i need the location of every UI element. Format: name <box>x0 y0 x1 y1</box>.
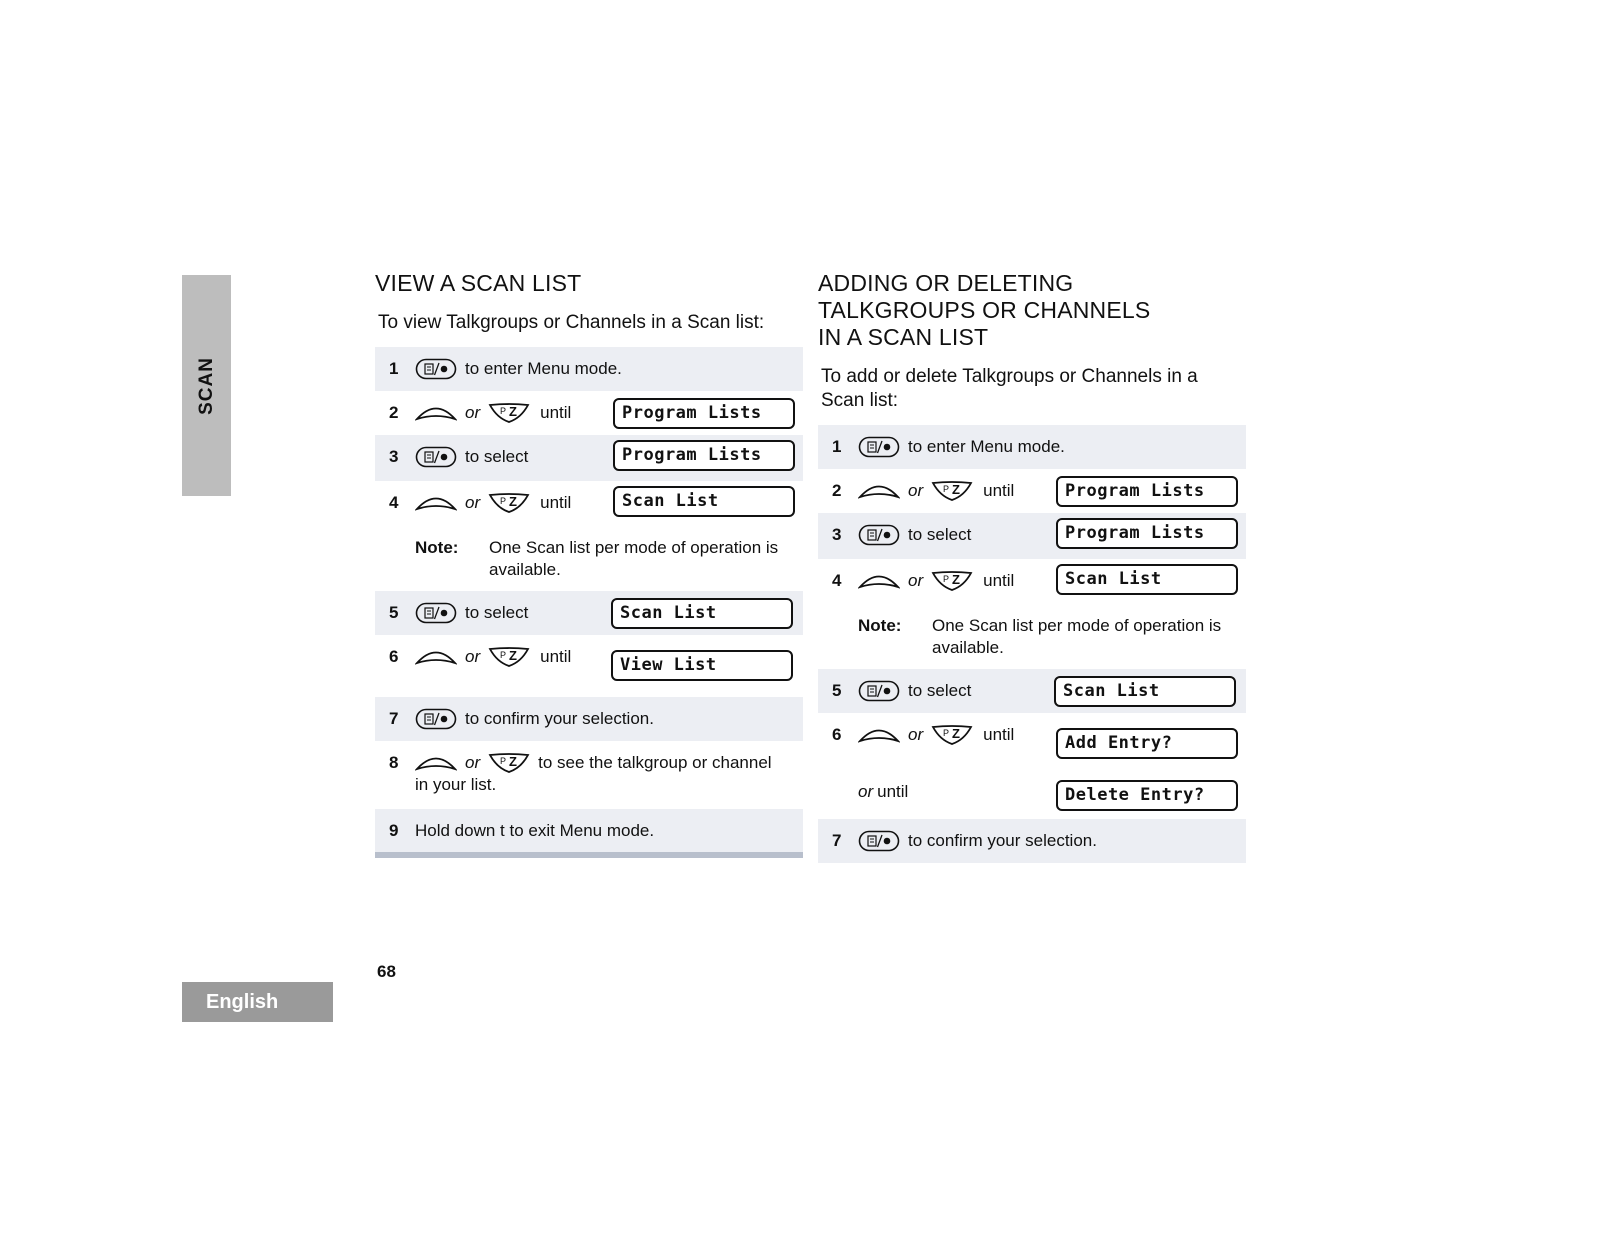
step-number: 3 <box>389 447 399 466</box>
or-text: or <box>465 493 481 512</box>
step-row <box>818 766 1246 819</box>
step-number: 5 <box>389 603 399 622</box>
menu-select-key-icon <box>415 708 457 730</box>
menu-select-key-icon <box>415 358 457 380</box>
up-arrow-key-icon <box>415 402 457 424</box>
step-text: to select <box>908 681 972 700</box>
step-number: 8 <box>389 753 399 772</box>
section-intro: To view Talkgroups or Channels in a Scan list: <box>378 312 765 333</box>
step-text: to enter Menu mode. <box>908 437 1065 456</box>
section-intro: To add or delete Talkgroups or Channels in a Scan list: <box>821 366 1198 411</box>
or-text: or <box>908 481 924 500</box>
step-text: until <box>540 493 572 512</box>
step-number: 4 <box>832 571 842 590</box>
radio-display: Add Entry? <box>1056 728 1238 759</box>
radio-display: Scan List <box>613 486 795 517</box>
radio-display: View List <box>611 650 793 681</box>
step-text: to select <box>465 603 529 622</box>
radio-display: Program Lists <box>613 440 795 471</box>
step-row <box>818 425 1246 469</box>
radio-display: Program Lists <box>1056 518 1238 549</box>
step-number: 1 <box>389 359 399 378</box>
down-arrow-key-icon <box>488 402 530 424</box>
step-text: to enter Menu mode. <box>465 359 622 378</box>
step-number: 2 <box>389 403 399 422</box>
note <box>818 605 1246 669</box>
step-number: 1 <box>832 437 842 456</box>
page-number: 68 <box>377 962 396 981</box>
view-scan-list-section <box>375 270 803 858</box>
side-section-label: SCAN <box>195 356 217 415</box>
step-number: 9 <box>389 821 399 840</box>
step-row <box>818 559 1246 605</box>
section-heading <box>818 270 1246 351</box>
radio-display: Delete Entry? <box>1056 780 1238 811</box>
up-arrow-key-icon <box>858 724 900 746</box>
step-text: to confirm your selection. <box>908 831 1097 850</box>
down-arrow-key-icon <box>488 752 530 774</box>
step-row <box>375 347 803 391</box>
note-text: One Scan list per mode of operation is available. <box>932 616 1222 657</box>
step-row <box>818 819 1246 863</box>
note <box>375 527 803 591</box>
down-arrow-key-icon <box>931 480 973 502</box>
side-section-tab <box>182 275 231 496</box>
step-row <box>818 469 1246 513</box>
radio-display: Scan List <box>1054 676 1236 707</box>
menu-select-key-icon <box>858 436 900 458</box>
section-heading: VIEW A SCAN LIST <box>375 270 582 296</box>
menu-select-key-icon <box>415 602 457 624</box>
up-arrow-key-icon <box>415 646 457 668</box>
menu-select-key-icon <box>858 524 900 546</box>
up-arrow-key-icon <box>415 492 457 514</box>
note-label: Note: <box>415 538 459 557</box>
step-text: until <box>877 782 909 801</box>
step-row <box>818 513 1246 559</box>
step-text: to select <box>908 525 972 544</box>
radio-display: Program Lists <box>613 398 795 429</box>
heading-line: TALKGROUPS OR CHANNELS <box>818 297 1151 323</box>
heading-line: ADDING OR DELETING <box>818 270 1074 296</box>
radio-display: Program Lists <box>1056 476 1238 507</box>
step-number: 3 <box>832 525 842 544</box>
step-text: until <box>983 571 1015 590</box>
up-arrow-key-icon <box>415 752 457 774</box>
note-text: One Scan list per mode of operation is available. <box>489 538 779 579</box>
down-arrow-key-icon <box>488 646 530 668</box>
step-row <box>375 741 803 809</box>
step-text: until <box>540 647 572 666</box>
step-list <box>818 425 1246 863</box>
down-arrow-key-icon <box>931 570 973 592</box>
step-text: Hold down t to exit Menu mode. <box>415 821 655 840</box>
step-number: 5 <box>832 681 842 700</box>
radio-display: Scan List <box>1056 564 1238 595</box>
step-list <box>375 347 803 858</box>
up-arrow-key-icon <box>858 570 900 592</box>
step-row <box>375 591 803 635</box>
step-text: until <box>983 481 1015 500</box>
or-text: or <box>465 403 481 422</box>
down-arrow-key-icon <box>488 492 530 514</box>
or-text: or <box>465 753 481 772</box>
note-label: Note: <box>858 616 902 635</box>
radio-display: Scan List <box>611 598 793 629</box>
step-number: 7 <box>832 831 842 850</box>
step-number: 7 <box>389 709 399 728</box>
heading-line: IN A SCAN LIST <box>818 324 989 350</box>
step-number: 6 <box>832 725 842 744</box>
step-row <box>375 481 803 527</box>
or-text: or <box>465 647 481 666</box>
step-row <box>375 635 803 697</box>
or-text: or <box>908 571 924 590</box>
step-row <box>375 697 803 741</box>
step-row <box>818 713 1246 766</box>
language-tab: English <box>182 982 333 1022</box>
step-text: to confirm your selection. <box>465 709 654 728</box>
up-arrow-key-icon <box>858 480 900 502</box>
step-row <box>375 809 803 852</box>
section-end-rule <box>375 852 803 858</box>
add-delete-section <box>818 270 1246 863</box>
or-text: or <box>858 782 874 801</box>
menu-select-key-icon <box>415 446 457 468</box>
step-text: to see the talkgroup or channel <box>538 753 772 772</box>
step-row <box>818 669 1246 713</box>
step-number: 6 <box>389 647 399 666</box>
step-text: until <box>983 725 1015 744</box>
step-row <box>375 391 803 435</box>
menu-select-key-icon <box>858 680 900 702</box>
step-number: 4 <box>389 493 399 512</box>
step-text: until <box>540 403 572 422</box>
step-number: 2 <box>832 481 842 500</box>
step-text-continued: in your list. <box>415 775 497 794</box>
down-arrow-key-icon <box>931 724 973 746</box>
menu-select-key-icon <box>858 830 900 852</box>
step-text: to select <box>465 447 529 466</box>
or-text: or <box>908 725 924 744</box>
step-row <box>375 435 803 481</box>
